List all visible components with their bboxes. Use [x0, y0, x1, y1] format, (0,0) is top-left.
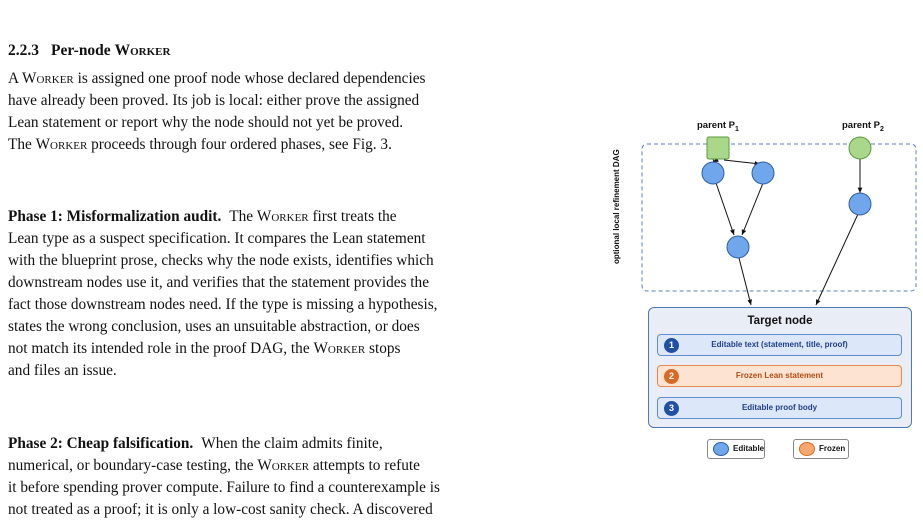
target-row-editable-text: [657, 334, 902, 356]
edge-node1-node3: [716, 183, 734, 235]
legend-editable: [707, 439, 765, 459]
worker-term: Worker: [256, 208, 309, 225]
text-segment: states the wrong conclusion, uses an unsuitable abstraction, or does: [8, 318, 420, 335]
legend-editable-label: Editable: [733, 444, 765, 453]
text-segment: with the blueprint prose, checks why the node exists, identifies which: [8, 252, 434, 269]
dag-node-2: [752, 162, 774, 184]
text-segment: proceeds through four ordered phases, see Fig. 3.: [87, 136, 392, 153]
text-segment: Lean type as a suspect specification. It compares the Lean statement: [8, 230, 426, 247]
row-2-label: Frozen Lean statement: [735, 371, 824, 380]
refinement-dag-region: [642, 144, 916, 291]
legend-editable-swatch: [713, 442, 729, 456]
text-segment: downstream nodes use it, and verifies that the statement provides the: [8, 274, 429, 291]
worker-term: Worker: [22, 70, 74, 87]
row-1-label: Editable text (statement, title, proof): [711, 340, 848, 349]
row-1-badge: 1: [664, 338, 679, 353]
target-row-editable-proof: [657, 397, 902, 419]
text-segment: not match its intended role in the proof DAG, the: [8, 340, 314, 357]
text-segment: fact those downstream nodes need. If the type is missing a hypothesis,: [8, 296, 438, 313]
parent-p2-node: [849, 137, 871, 159]
worker-term: Worker: [35, 136, 88, 153]
dag-node-1: [702, 162, 724, 184]
text-segment: Lean statement or report why the node should not yet be proved.: [8, 114, 404, 131]
legend-frozen-swatch: [799, 442, 815, 456]
edge-p1-node2: [724, 160, 760, 164]
text-segment: When the claim admits finite,: [201, 435, 383, 452]
edge-node2-node3: [742, 183, 763, 235]
text-segment: first treats the: [308, 208, 397, 225]
legend-frozen: [793, 439, 849, 459]
text-segment: it before spending prover compute. Failure to find a counterexample is: [8, 479, 441, 496]
text-segment: not treated as a proof; it is only a low-cost sanity check. A discovered: [8, 501, 433, 518]
dag-node-4: [849, 193, 871, 215]
phase-title: Phase 2: Cheap falsification.: [8, 435, 194, 452]
edge-node3-target: [739, 258, 751, 305]
dag-node-3: [727, 236, 749, 258]
worker-term: Worker: [257, 457, 310, 474]
dag-region-label: optional local refinement DAG: [612, 149, 621, 264]
text-segment: numerical, or boundary-case testing, the: [8, 457, 258, 474]
parent-p1-node: [707, 137, 729, 159]
row-3-label: Editable proof body: [741, 403, 818, 412]
row-2-badge: 2: [664, 369, 679, 384]
target-node-box: [648, 307, 912, 428]
text-segment: and files an issue.: [8, 362, 117, 379]
text-segment: The: [229, 208, 257, 225]
row-3-badge: 3: [664, 401, 679, 416]
text-segment: stops: [365, 340, 401, 357]
text-segment: is assigned one proof node whose declared dependencies: [73, 70, 426, 87]
worker-term: Worker: [313, 340, 366, 357]
parent-p1-label: parent $P_1$: [697, 120, 739, 133]
section-number: 2.2.3: [8, 42, 39, 59]
text-segment: The: [8, 136, 36, 153]
target-node-title: Target node: [747, 315, 813, 327]
parent-p2-label: parent $P_2$: [842, 120, 884, 133]
phase-title: Phase 1: Misformalization audit.: [8, 208, 222, 225]
target-row-frozen-statement: [657, 365, 902, 387]
section-title-worker: Worker: [114, 42, 171, 59]
text-segment: have already been proved. Its job is local: either prove the assigned: [8, 92, 420, 109]
legend-frozen-label: Frozen: [819, 444, 846, 453]
text-segment: A: [8, 70, 23, 87]
section-title-prefix: Per-node: [51, 42, 111, 59]
text-segment: attempts to refute: [309, 457, 420, 474]
